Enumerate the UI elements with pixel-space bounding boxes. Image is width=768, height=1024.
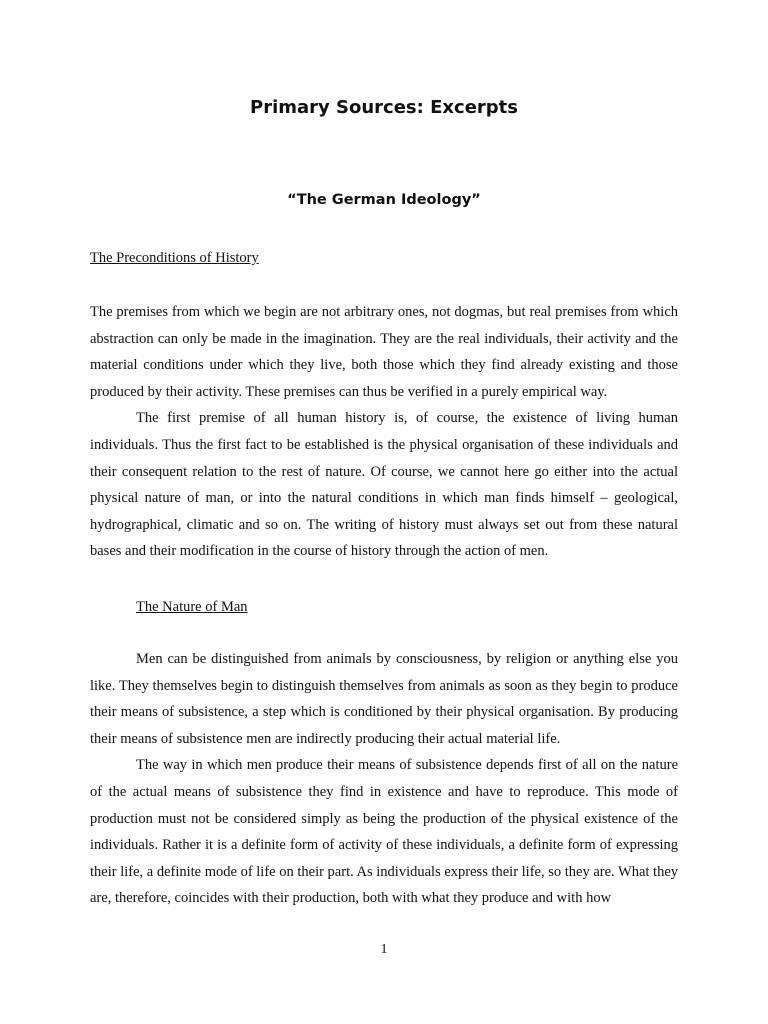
paragraph: Men can be distinguished from animals by consciousness, by religion or anything else you like. They themselves begin to distinguish themselves from animals as soon as they begin to produce their means of subsistence, a step which is conditioned by their physical organisation. By producing their means of subsistence men are indirectly producing their actual material life.: [90, 651, 678, 747]
section-body-nature-of-man: [90, 646, 678, 912]
paragraph: The first premise of all human history is, of course, the existence of living human individuals. Thus the first fact to be established is the physical organisation of these individuals and their consequent relation to the rest of nature. Of course, we cannot here go either into the actual physical nature of man, or into the natural conditions in which man finds himself – geological, hydrographical, climatic and so on. The writing of history must always set out from these natural bases and their modification in the course of history through the action of men.: [90, 410, 678, 560]
document-subtitle: “The German Ideology”: [287, 192, 481, 208]
section-heading-preconditions: The Preconditions of History: [90, 250, 259, 266]
paragraph: The premises from which we begin are not arbitrary ones, not dogmas, but real premises from which abstraction can only be made in the imagination. They are the real individuals, their activity and the material conditions under which they live, both those which they find already existing and those produced by their activity. These premises can thus be verified in a purely empirical way.: [90, 304, 678, 400]
section-heading-nature-of-man: The Nature of Man: [136, 599, 248, 615]
page-number: 1: [380, 942, 388, 957]
paragraph: The way in which men produce their means of subsistence depends first of all on the nature of the actual means of subsistence they find in existence and have to reproduce. This mode of production must not be considered simply as being the production of the physical existence of the individuals. Rather it is a definite form of activity of these individuals, a definite form of expressing their life, a definite mode of life on their part. As individuals express their life, so they are. What they are, therefore, coincides with their production, both with what they produce and with how: [90, 757, 679, 907]
page-title: Primary Sources: Excerpts: [250, 97, 518, 118]
section-body-preconditions: [90, 299, 678, 565]
